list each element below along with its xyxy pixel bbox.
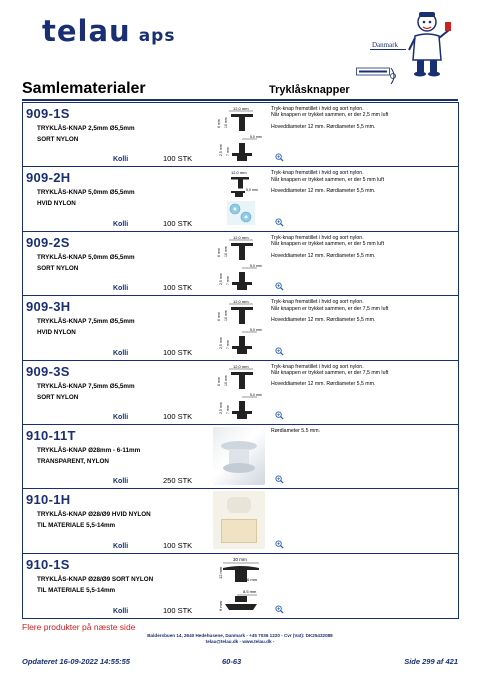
product-row xyxy=(23,361,458,425)
product-name xyxy=(37,316,135,338)
contact-line: telau@telau.dk - www.telau.dk - xyxy=(205,639,275,644)
svg-text:12,0 mm: 12,0 mm xyxy=(233,234,249,240)
product-name xyxy=(37,252,135,274)
quantity: 100 STK xyxy=(163,606,193,616)
description-line2: Når knappen er trykket sammen, er der 7,5 mm luft xyxy=(271,369,389,376)
description-dimensions: Hoveddiameter 12 mm. Rørdiameter 5,5 mm. xyxy=(271,123,376,130)
quantity: 100 STK xyxy=(163,154,193,164)
dimension-drawing xyxy=(213,298,265,356)
description-dimensions: Hoveddiameter 12 mm. Rørdiameter 5,5 mm. xyxy=(271,188,376,195)
quantity: 100 STK xyxy=(163,218,193,228)
divider xyxy=(370,49,406,50)
product-name-line1: TRYKLÅS-KNAP 2,5mm Ø5,5mm xyxy=(37,125,135,132)
product-name-line1: TRYKLÅS-KNAP 5,0mm Ø5,5mm xyxy=(37,253,135,261)
product-description xyxy=(271,557,457,568)
product-image xyxy=(213,556,265,614)
svg-text:12,0 mm: 12,0 mm xyxy=(231,170,247,176)
quantity: 100 STK xyxy=(163,540,193,550)
svg-text:2,5 mm: 2,5 mm xyxy=(219,273,223,285)
svg-text:5,0 mm: 5,0 mm xyxy=(250,328,262,333)
importer-badge-icon xyxy=(356,66,398,86)
product-image xyxy=(213,105,265,163)
dimension-drawing xyxy=(213,234,265,292)
product-name-line2: TIL MATERIALE 5,5-14mm xyxy=(37,586,116,594)
description-dimensions: Hoveddiameter 12 mm. Rørdiameter 5,5 mm. xyxy=(271,381,376,388)
product-name-line1: TRYKLÅS-KNAP Ø28/Ø9 SORT NYLON xyxy=(37,575,154,583)
description-dimensions: Hoveddiameter 12 mm. Rørdiameter 5,5 mm. xyxy=(271,316,376,323)
product-code: 910-11T xyxy=(26,427,76,443)
product-image xyxy=(213,298,265,356)
product-image xyxy=(213,234,265,292)
product-name xyxy=(37,574,153,596)
svg-text:7 mm: 7 mm xyxy=(226,276,230,285)
svg-text:10 mm: 10 mm xyxy=(224,374,228,386)
svg-text:12 mm: 12 mm xyxy=(218,566,223,579)
product-description xyxy=(271,492,457,503)
kolli-label: Kolli xyxy=(113,608,129,616)
product-code: 909-2H xyxy=(26,170,71,186)
kolli-label: Kolli xyxy=(113,413,129,421)
more-products-note: Flere produkter på næste side xyxy=(22,622,136,632)
svg-text:12,0 mm: 12,0 mm xyxy=(233,106,249,111)
zoom-icon[interactable] xyxy=(275,475,284,484)
zoom-icon[interactable] xyxy=(275,218,284,227)
product-row xyxy=(23,489,458,553)
svg-text:2,5 mm: 2,5 mm xyxy=(219,401,223,414)
product-row xyxy=(23,167,458,231)
zoom-icon[interactable] xyxy=(275,153,284,162)
product-name xyxy=(37,187,135,209)
product-photo xyxy=(213,491,265,549)
zoom-icon[interactable] xyxy=(275,605,284,614)
dimension-drawing xyxy=(213,363,265,421)
description-line1: Tryk-knap fremstillet i hvid og sort nylon. xyxy=(271,234,364,241)
product-image xyxy=(213,169,265,227)
quantity: 100 STK xyxy=(163,347,193,357)
product-code: 909-1S xyxy=(26,106,70,121)
svg-text:10 mm: 10 mm xyxy=(224,246,228,257)
svg-text:2,5 mm: 2,5 mm xyxy=(219,337,223,350)
dimension-drawing xyxy=(213,169,265,227)
product-code: 909-3H xyxy=(26,299,71,315)
product-name-line1: TRYKLÅS-KNAP 5,0mm Ø5,5mm xyxy=(37,189,135,197)
product-description xyxy=(271,364,457,393)
product-name xyxy=(37,123,135,145)
product-name-line2: TIL MATERIALE 5,5-14mm xyxy=(37,522,116,530)
description-line1: Tryk-knap fremstillet i hvid og sort nylon. xyxy=(271,363,364,370)
header-divider xyxy=(22,99,458,101)
product-row xyxy=(23,425,458,489)
svg-text:10 mm: 10 mm xyxy=(224,117,228,128)
svg-text:6 mm: 6 mm xyxy=(217,312,221,322)
product-image xyxy=(213,363,265,421)
brand-name: telau xyxy=(42,14,131,48)
description-line1: Tryk-knap fremstillet i hvid og sort nylon. xyxy=(271,299,364,306)
product-description xyxy=(271,170,457,199)
section-number: 60-63 xyxy=(222,657,242,666)
zoom-icon[interactable] xyxy=(275,282,284,291)
svg-text:7 mm: 7 mm xyxy=(226,404,230,414)
product-name-line2: TRANSPARENT, NYLON xyxy=(37,457,109,465)
product-name xyxy=(37,381,135,403)
product-name-line2: SORT NYLON xyxy=(37,393,79,401)
svg-text:6 mm: 6 mm xyxy=(217,376,221,386)
svg-text:12,0 mm: 12,0 mm xyxy=(233,363,249,369)
svg-text:6 mm: 6 mm xyxy=(247,576,257,582)
description-dimensions: Hoveddiameter 12 mm. Rørdiameter 5,5 mm. xyxy=(271,252,376,259)
quantity: 250 STK xyxy=(163,476,193,486)
page-header xyxy=(0,0,480,100)
brand-suffix: aps xyxy=(138,26,176,46)
kolli-label: Kolli xyxy=(113,478,129,486)
dimension-drawing xyxy=(213,556,269,614)
svg-text:12,0 mm: 12,0 mm xyxy=(233,299,249,305)
product-name-line1: TRYKLÅS-KNAP Ø28mm - 6-11mm xyxy=(37,446,141,454)
product-name-line1: TRYKLÅS-KNAP 7,5mm Ø5,5mm xyxy=(37,382,135,390)
description-line2: Når knappen er trykket sammen, er der 5 mm luft xyxy=(271,176,385,183)
product-name-line1: TRYKLÅS-KNAP Ø28/Ø9 HVID NYLON xyxy=(37,511,151,519)
svg-text:30 mm: 30 mm xyxy=(233,556,247,562)
product-description xyxy=(271,299,457,328)
product-description xyxy=(271,106,457,135)
description-line2: Når knappen er trykket sammen, er der 2,5 mm luft xyxy=(271,112,389,119)
kolli-label: Kolli xyxy=(113,285,129,293)
quantity: 100 STK xyxy=(163,411,193,421)
svg-text:6 mm: 6 mm xyxy=(217,119,221,128)
svg-text:8,5 mm: 8,5 mm xyxy=(243,588,257,594)
product-code: 910-1S xyxy=(26,556,70,572)
svg-text:2,5 mm: 2,5 mm xyxy=(219,144,223,156)
svg-text:7 mm: 7 mm xyxy=(226,340,230,350)
updated-timestamp: Opdateret 16-09-2022 14:55:55 xyxy=(22,657,130,666)
page-number: Side 299 af 421 xyxy=(404,657,458,666)
product-name xyxy=(37,445,140,467)
zoom-icon[interactable] xyxy=(275,540,284,549)
telau-logo xyxy=(42,14,175,48)
product-name-line2: HVID NYLON xyxy=(37,329,76,337)
description-line2: Når knappen er trykket sammen, er der 7,5 mm luft xyxy=(271,305,389,312)
svg-text:10 mm: 10 mm xyxy=(224,310,228,322)
dimension-drawing xyxy=(213,105,265,163)
description-line1: Tryk-knap fremstillet i hvid og sort nylon. xyxy=(271,106,364,112)
product-code: 909-2S xyxy=(26,234,70,250)
address-line: Baldersbuen 14, 2640 Hedehusene, Danmark - +45 7036 1220 - Cvr (Vat): DK25432088 xyxy=(147,633,333,638)
svg-text:7 mm: 7 mm xyxy=(226,147,230,156)
svg-text:5,0 mm: 5,0 mm xyxy=(250,263,262,268)
mascot-icon xyxy=(405,8,455,78)
svg-text:6 mm: 6 mm xyxy=(217,248,221,257)
svg-text:5,0 mm: 5,0 mm xyxy=(250,392,262,397)
description-line1: Rørdiameter 5.5 mm. xyxy=(271,427,321,434)
product-name-line2: HVID NYLON xyxy=(37,200,76,208)
product-description xyxy=(271,235,457,264)
kolli-label: Kolli xyxy=(113,156,129,164)
svg-text:6 mm: 6 mm xyxy=(218,600,223,611)
kolli-label: Kolli xyxy=(113,220,129,228)
product-image xyxy=(213,427,265,485)
product-description xyxy=(271,428,457,439)
product-photo xyxy=(213,427,265,485)
quantity: 100 STK xyxy=(163,283,193,293)
product-name-line1: TRYKLÅS-KNAP 7,5mm Ø5,5mm xyxy=(37,318,135,326)
description-line1: Tryk-knap fremstillet i hvid og sort nylon. xyxy=(271,170,364,177)
product-row xyxy=(23,103,458,167)
zoom-icon[interactable] xyxy=(275,411,284,420)
svg-text:5,0 mm: 5,0 mm xyxy=(250,135,262,139)
kolli-label: Kolli xyxy=(113,542,129,550)
country-label: Danmark xyxy=(372,41,399,49)
product-name-line2: SORT NYLON xyxy=(37,264,79,272)
company-address xyxy=(0,633,480,645)
product-image xyxy=(213,491,265,549)
zoom-icon[interactable] xyxy=(275,347,284,356)
product-code: 910-1H xyxy=(26,492,71,508)
product-name xyxy=(37,509,151,531)
product-row xyxy=(23,554,458,618)
product-name-line2: SORT NYLON xyxy=(37,136,79,143)
product-row xyxy=(23,232,458,296)
page-subtitle: Tryklåsknapper xyxy=(269,84,350,96)
product-list xyxy=(22,102,459,619)
page-title: Samlematerialer xyxy=(22,80,146,97)
svg-text:5,0 mm: 5,0 mm xyxy=(246,188,258,193)
product-code: 909-3S xyxy=(26,363,70,379)
kolli-label: Kolli xyxy=(113,349,129,357)
description-line2: Når knappen er trykket sammen, er der 5 mm luft xyxy=(271,241,385,248)
product-row xyxy=(23,296,458,360)
